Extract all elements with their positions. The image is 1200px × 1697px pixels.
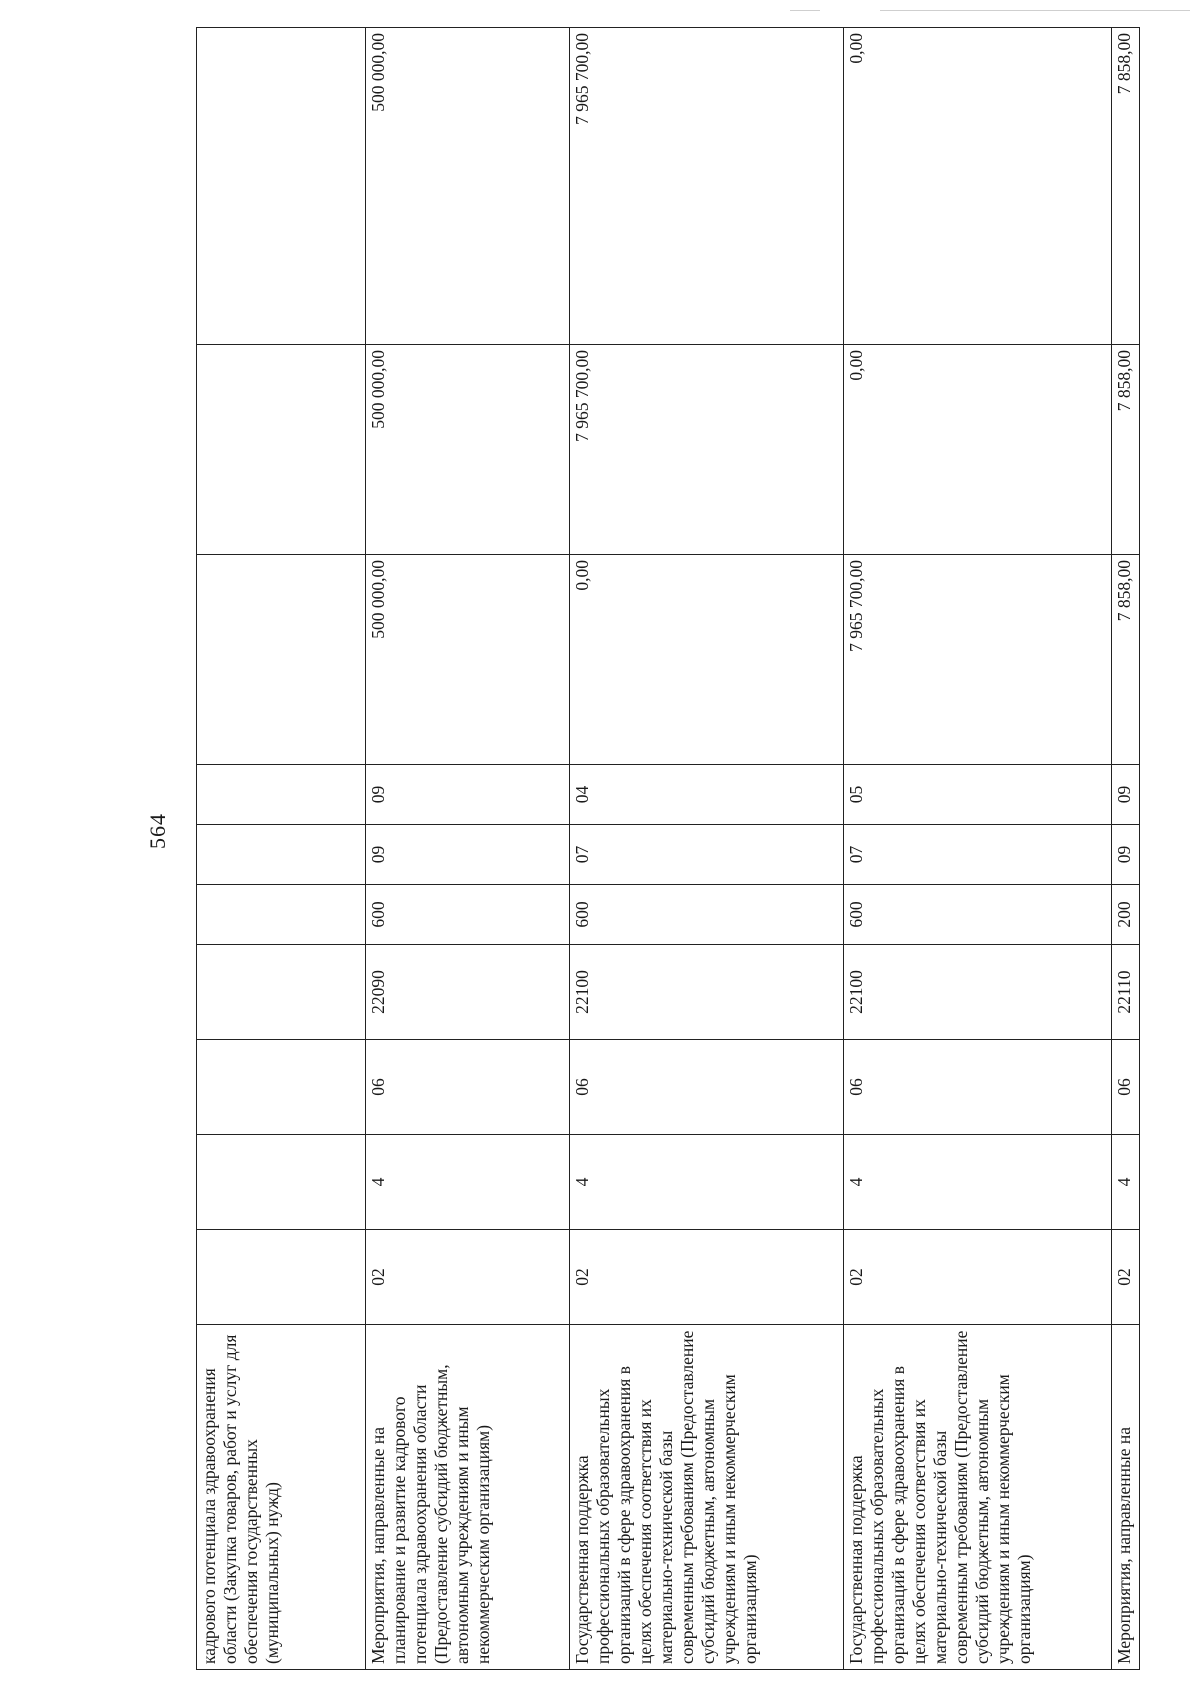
subsection-code-cell: 05 <box>844 765 1112 825</box>
amount-year-2-cell: 7 965 700,00 <box>569 345 843 555</box>
amount-year-1-cell: 7 965 700,00 <box>844 555 1112 765</box>
expense-type-cell <box>197 885 366 945</box>
direction-code-cell <box>197 945 366 1040</box>
description-cell: Государственная поддержка профессиональных образовательных организаций в сфере здравоохранения в целях обеспечения соответствия их материально-технической базы современным требованиям (Предоставление субсидий бюджетным, автономным учреждениям и иным некоммерческим организациям) <box>844 1325 1112 1670</box>
subsection-code-cell: 09 <box>1112 765 1140 825</box>
direction-code-cell: 22090 <box>365 945 569 1040</box>
amount-year-3-cell: 500 000,00 <box>365 28 569 345</box>
expense-type-cell: 600 <box>569 885 843 945</box>
direction-code-cell: 22100 <box>844 945 1112 1040</box>
table-row <box>844 28 1112 1670</box>
rotated-page <box>125 28 1140 1670</box>
main-event-code-cell: 06 <box>844 1040 1112 1135</box>
amount-year-1-cell: 0,00 <box>569 555 843 765</box>
section-code-cell: 07 <box>844 825 1112 885</box>
table-row <box>365 28 569 1670</box>
amount-year-2-cell: 7 858,00 <box>1112 345 1140 555</box>
program-code-cell: 02 <box>844 1230 1112 1325</box>
scan-artifact <box>880 10 1190 11</box>
direction-code-cell: 22100 <box>569 945 843 1040</box>
description-cell: Мероприятия, направленные на <box>1112 1325 1140 1670</box>
expense-type-cell: 200 <box>1112 885 1140 945</box>
program-code-cell: 02 <box>365 1230 569 1325</box>
expense-type-cell: 600 <box>365 885 569 945</box>
subprogram-code-cell: 4 <box>1112 1135 1140 1230</box>
amount-year-1-cell <box>197 555 366 765</box>
amount-year-3-cell: 0,00 <box>844 28 1112 345</box>
program-code-cell: 02 <box>1112 1230 1140 1325</box>
subprogram-code-cell: 4 <box>844 1135 1112 1230</box>
section-code-cell <box>197 825 366 885</box>
description-cell: кадрового потенциала здравоохранения области (Закупка товаров, работ и услуг для обеспечения государственных (муниципальных) нужд) <box>197 1325 366 1670</box>
section-code-cell: 09 <box>365 825 569 885</box>
description-cell: Мероприятия, направленные на планирование и развитие кадрового потенциала здравоохранения области (Предоставление субсидий бюджетным, автономным учреждениям и иным некоммерческим организациям) <box>365 1325 569 1670</box>
main-event-code-cell: 06 <box>365 1040 569 1135</box>
subprogram-code-cell <box>197 1135 366 1230</box>
main-event-code-cell: 06 <box>569 1040 843 1135</box>
subsection-code-cell: 09 <box>365 765 569 825</box>
scan-artifact <box>790 10 820 11</box>
expense-type-cell: 600 <box>844 885 1112 945</box>
amount-year-2-cell <box>197 345 366 555</box>
description-cell: Государственная поддержка профессиональных образовательных организаций в сфере здравоохранения в целях обеспечения соответствия их материально-технической базы современным требованиям (Предоставление субсидий бюджетным, автономным учреждениям и иным некоммерческим организациям) <box>569 1325 843 1670</box>
amount-year-2-cell: 0,00 <box>844 345 1112 555</box>
section-code-cell: 07 <box>569 825 843 885</box>
amount-year-2-cell: 500 000,00 <box>365 345 569 555</box>
table-row <box>197 28 366 1670</box>
amount-year-1-cell: 7 858,00 <box>1112 555 1140 765</box>
amount-year-3-cell <box>197 28 366 345</box>
subprogram-code-cell: 4 <box>569 1135 843 1230</box>
table-row <box>1112 28 1140 1670</box>
subprogram-code-cell: 4 <box>365 1135 569 1230</box>
table-body <box>197 28 1140 1670</box>
page-number: 564 <box>145 813 170 849</box>
amount-year-3-cell: 7 858,00 <box>1112 28 1140 345</box>
direction-code-cell: 22110 <box>1112 945 1140 1040</box>
subsection-code-cell: 04 <box>569 765 843 825</box>
program-code-cell <box>197 1230 366 1325</box>
budget-table <box>196 27 1140 1670</box>
subsection-code-cell <box>197 765 366 825</box>
amount-year-3-cell: 7 965 700,00 <box>569 28 843 345</box>
table-row <box>569 28 843 1670</box>
main-event-code-cell: 06 <box>1112 1040 1140 1135</box>
program-code-cell: 02 <box>569 1230 843 1325</box>
amount-year-1-cell: 500 000,00 <box>365 555 569 765</box>
main-event-code-cell <box>197 1040 366 1135</box>
section-code-cell: 09 <box>1112 825 1140 885</box>
